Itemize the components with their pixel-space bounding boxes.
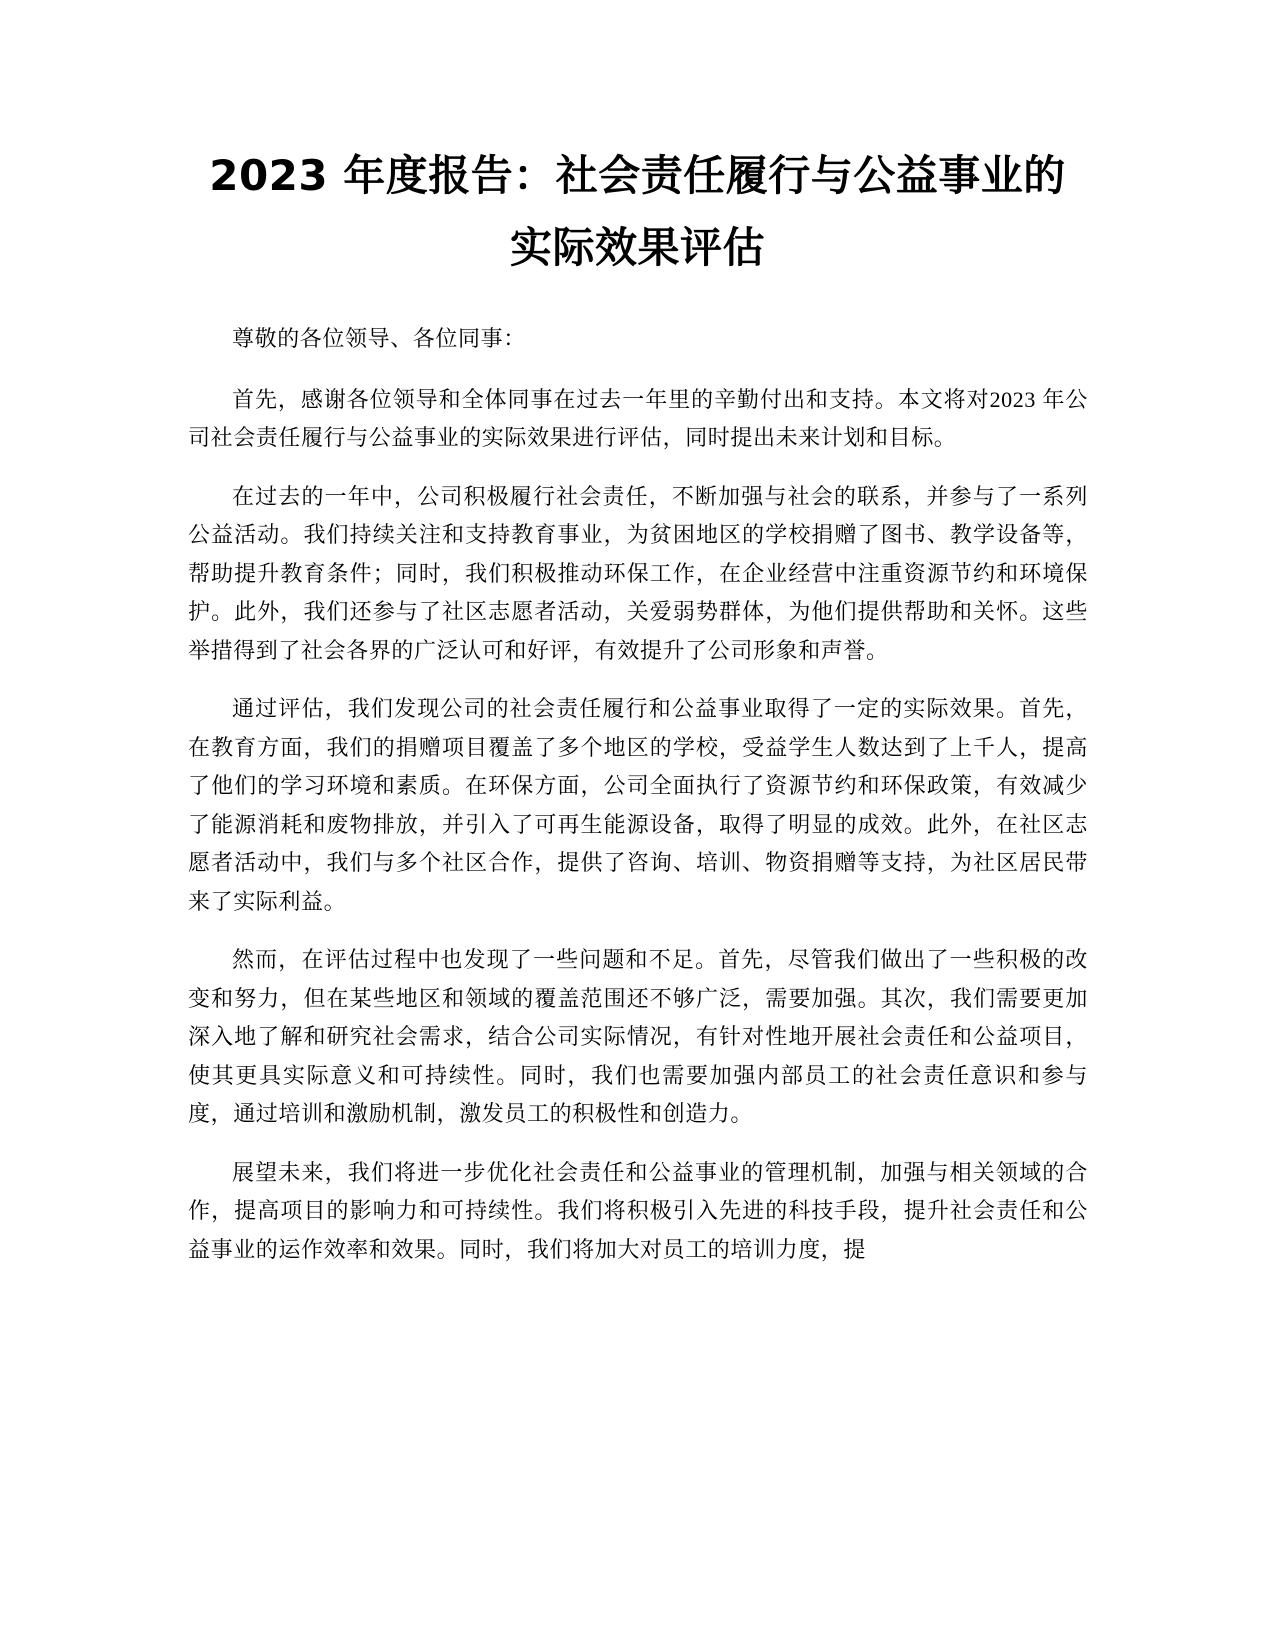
title-line-2: 实际效果评估 [509, 223, 765, 272]
salutation: 尊敬的各位领导、各位同事： [232, 326, 526, 351]
paragraph: 然而，在评估过程中也发现了一些问题和不足。首先，尽管我们做出了一些积极的改变和努力，但在某些地区和领域的覆盖范围还不够广泛，需要加强。其次，我们需要更加深入地了解和研究社会需求，结合公司实际情况，有针对性地开展社会责任和公益项目，使其更具实际意义和可持续性。同时，我们也需要加强内部员工的社会责任意识和参与度，通过培训和激励机制，激发员工的积极性和创造力。 [188, 947, 1088, 1126]
document-title [150, 140, 1125, 284]
paragraph: 通过评估，我们发现公司的社会责任履行和公益事业取得了一定的实际效果。首先，在教育方面，我们的捐赠项目覆盖了多个地区的学校，受益学生人数达到了上千人，提高了他们的学习环境和素质。在环保方面，公司全面执行了资源节约和环保政策，有效减少了能源消耗和废物排放，并引入了可再生能源设备，取得了明显的成效。此外，在社区志愿者活动中，我们与多个社区合作，提供了咨询、培训、物资捐赠等支持，为社区居民带来了实际利益。 [188, 696, 1088, 914]
paragraph: 在过去的一年中，公司积极履行社会责任，不断加强与社会的联系，并参与了一系列公益活动。我们持续关注和支持教育事业，为贫困地区的学校捐赠了图书、教学设备等，帮助提升教育条件；同时，我们积极推动环保工作，在企业经营中注重资源节约和环境保护。此外，我们还参与了社区志愿者活动，关爱弱势群体，为他们提供帮助和关怀。这些举措得到了社会各界的广泛认可和好评，有效提升了公司形象和声誉。 [188, 483, 1088, 663]
document-body [188, 320, 1088, 1289]
paragraph: 展望未来，我们将进一步优化社会责任和公益事业的管理机制，加强与相关领域的合作，提高项目的影响力和可持续性。我们将积极引入先进的科技手段，提升社会责任和公益事业的运作效率和效果。同时，我们将加大对员工的培训力度，提 [188, 1159, 1088, 1262]
paragraph: 首先，感谢各位领导和全体同事在过去一年里的辛勤付出和支持。本文将对2023 年公司社会责任履行与公益事业的实际效果进行评估，同时提出未来计划和目标。 [188, 386, 1088, 450]
title-line-1: 2023 年度报告：社会责任履行与公益事业的 [209, 151, 1066, 200]
